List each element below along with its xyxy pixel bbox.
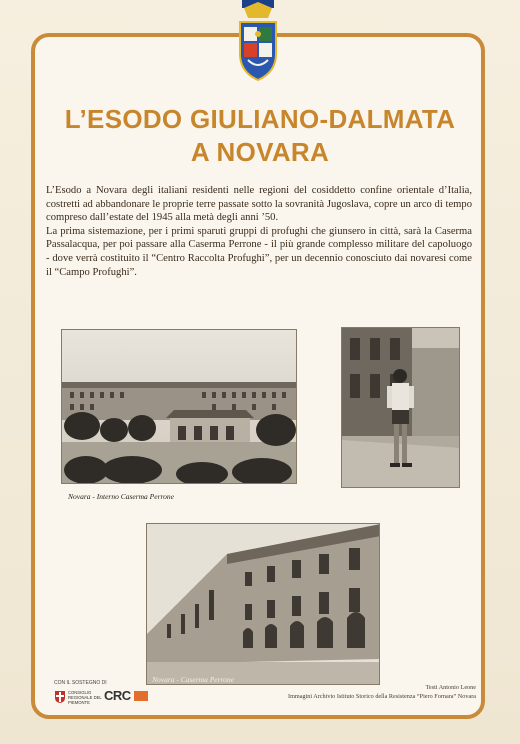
photo-caserma-interior [61,329,297,484]
photo-caserma-exterior [146,523,380,685]
paragraph-1: L’Esodo a Novara degli italiani residenti nelle regioni del cosiddetto confine orientale d’Italia, costretti ad abbandonare le proprie terre passate sotto la sovranità Jugoslava, copre un arco di tempo compreso dall’estate del 1945 alla metà degli anni ’50. [46,185,472,224]
credits-line1: Testi Antonio Leone [425,684,476,691]
page-title-line2: A NOVARA [190,137,330,167]
photo-boy-street [341,327,460,488]
logo2-text: CRC [104,688,131,703]
logo1-text: CONSIGLIO REGIONALE DEL PIEMONTE [68,690,102,705]
photo3-caption: Novara - Caserma Perrone [152,675,235,684]
sponsor-label: CON IL SOSTEGNO DI [54,680,107,686]
photo-boy-street-image [342,328,460,488]
paragraph-2: La prima sistemazione, per i primi sparuti gruppi di profughi che giunsero in città, sarà la Caserma Passalacqua, per poi passare alla Caserma Perrone - il più grande complesso militare del capoluogo - dove verrà costituito il “Centro Raccolta Profughi”, per un decennio conosciuto dai novaresi come il “Campo Profughi”. [46,225,472,278]
sponsor-logos [54,688,164,706]
photo-caserma-exterior-image [147,524,380,685]
credits [288,683,476,701]
coat-of-arms-icon [234,0,282,84]
piemonte-region-icon [54,690,66,704]
credits-line2: Immagini Archivio Istituto Storico della Resistenza “Piero Fornara” Novara [288,693,476,700]
photo1-caption: Novara - Interno Caserma Perrone [68,492,174,501]
page-title-line1: L’ESODO GIULIANO-DALMATA [64,104,456,134]
body-text [46,184,472,279]
comitato-logo-icon [134,691,148,701]
photo-caserma-interior-image [62,330,297,484]
